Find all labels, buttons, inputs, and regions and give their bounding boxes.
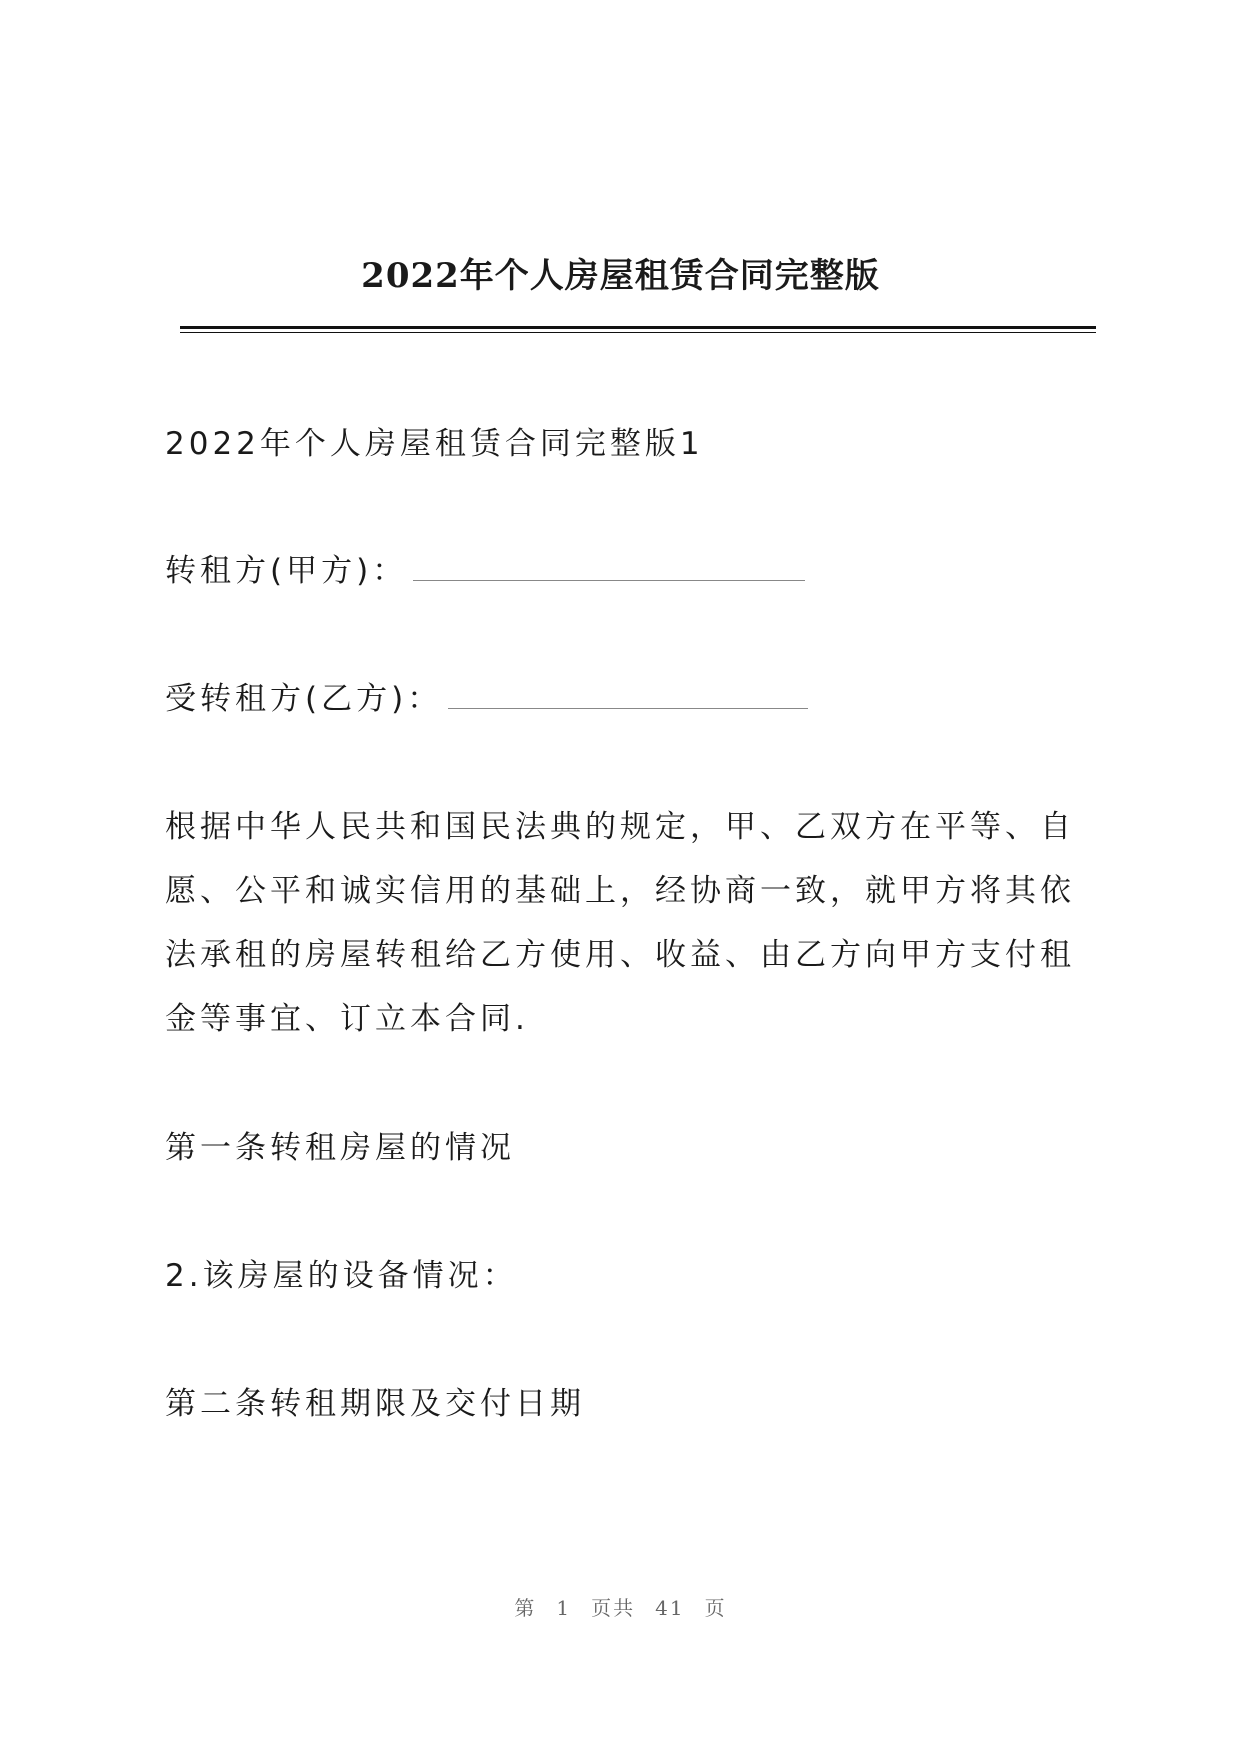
party-b-line <box>165 667 1095 731</box>
footer-middle: 页共 <box>591 1596 636 1620</box>
party-a-line <box>165 539 1095 603</box>
footer-page-number: 1 <box>556 1596 572 1620</box>
article-2-heading: 第二条转租期限及交付日期 <box>165 1386 585 1422</box>
party-a-blank <box>413 550 805 581</box>
document-subtitle: 2022年个人房屋租赁合同完整版1 <box>165 426 704 462</box>
article-1-heading: 第一条转租房屋的情况 <box>165 1130 515 1166</box>
page-footer <box>0 1592 1241 1621</box>
party-b-label: 受转租方(乙方)： <box>165 681 443 717</box>
title-divider-thin <box>180 332 1096 333</box>
footer-suffix: 页 <box>704 1596 727 1620</box>
contract-preamble: 根据中华人民共和国民法典的规定，甲、乙双方在平等、自愿、公平和诚实信用的基础上，经协商一致，就甲方将其依法承租的房屋转租给乙方使用、收益、由乙方向甲方支付租金等事宜、订立本合同. <box>165 809 1075 1037</box>
party-b-blank <box>448 678 808 709</box>
footer-prefix: 第 <box>514 1596 537 1620</box>
title-divider-thick <box>180 326 1096 329</box>
party-a-label: 转租方(甲方)： <box>165 553 408 589</box>
page-title: 2022年个人房屋租赁合同完整版 <box>361 256 880 296</box>
equipment-item: 2.该房屋的设备情况： <box>165 1258 518 1294</box>
footer-total-pages: 41 <box>655 1596 685 1620</box>
